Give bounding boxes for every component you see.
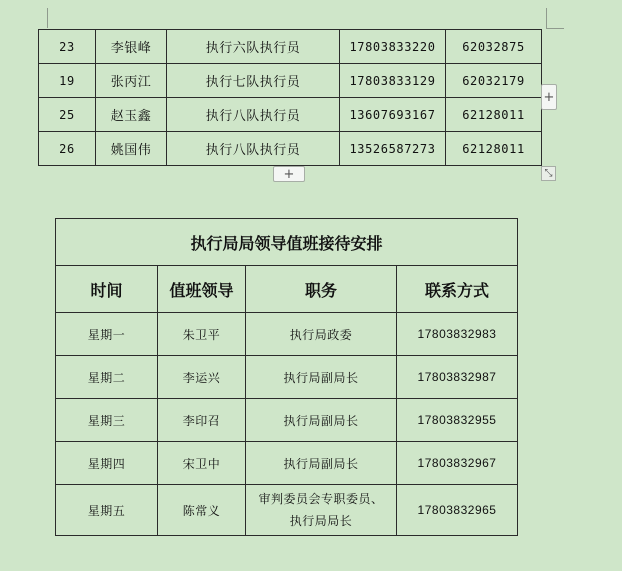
- contact-cell[interactable]: 17803832967: [397, 442, 518, 485]
- header-duty-leader[interactable]: 值班领导: [158, 266, 246, 313]
- leader-cell[interactable]: 朱卫平: [158, 313, 246, 356]
- staff-office-phone-cell[interactable]: 62032179: [446, 64, 542, 98]
- table-row: [56, 313, 518, 356]
- add-column-button[interactable]: [541, 84, 557, 110]
- staff-mobile-cell[interactable]: 17803833220: [340, 30, 446, 64]
- position-cell[interactable]: [246, 485, 397, 536]
- staff-no-cell[interactable]: 23: [39, 30, 96, 64]
- table-row: [39, 30, 542, 64]
- leader-cell[interactable]: 陈常义: [158, 485, 246, 536]
- staff-name-cell[interactable]: 赵玉鑫: [96, 98, 167, 132]
- position-cell[interactable]: 执行局政委: [246, 313, 397, 356]
- header-position[interactable]: 职务: [246, 266, 397, 313]
- page-margin-marker: [546, 28, 564, 29]
- staff-mobile-cell[interactable]: 13607693167: [340, 98, 446, 132]
- staff-no-cell[interactable]: 19: [39, 64, 96, 98]
- table-header-row: [56, 266, 518, 313]
- page-margin-marker: [47, 8, 48, 28]
- staff-mobile-cell[interactable]: 17803833129: [340, 64, 446, 98]
- table-row: [56, 399, 518, 442]
- staff-no-cell[interactable]: 26: [39, 132, 96, 166]
- table-row: [39, 64, 542, 98]
- table-row: [39, 98, 542, 132]
- leader-cell[interactable]: 宋卫中: [158, 442, 246, 485]
- page-margin-marker: [546, 8, 547, 28]
- position-line: 执行局局长: [289, 514, 353, 528]
- staff-name-cell[interactable]: 姚国伟: [96, 132, 167, 166]
- day-cell[interactable]: 星期四: [56, 442, 158, 485]
- day-cell[interactable]: 星期五: [56, 485, 158, 536]
- staff-office-phone-cell[interactable]: 62032875: [446, 30, 542, 64]
- staff-position-cell[interactable]: 执行八队执行员: [167, 132, 340, 166]
- contact-cell[interactable]: 17803832965: [397, 485, 518, 536]
- contact-cell[interactable]: 17803832987: [397, 356, 518, 399]
- plus-icon: +: [283, 166, 295, 182]
- day-cell[interactable]: 星期二: [56, 356, 158, 399]
- day-cell[interactable]: 星期三: [56, 399, 158, 442]
- header-contact[interactable]: 联系方式: [397, 266, 518, 313]
- position-cell[interactable]: 执行局副局长: [246, 356, 397, 399]
- add-row-button[interactable]: [273, 166, 305, 182]
- position-cell[interactable]: 执行局副局长: [246, 442, 397, 485]
- day-cell[interactable]: 星期一: [56, 313, 158, 356]
- table-row: [56, 442, 518, 485]
- staff-contact-table[interactable]: [38, 29, 542, 166]
- position-line: 审判委员会专职委员、: [258, 492, 384, 506]
- staff-no-cell[interactable]: 25: [39, 98, 96, 132]
- staff-mobile-cell[interactable]: 13526587273: [340, 132, 446, 166]
- leader-cell[interactable]: 李运兴: [158, 356, 246, 399]
- plus-icon: +: [543, 89, 555, 105]
- staff-name-cell[interactable]: 李银峰: [96, 30, 167, 64]
- duty-table-title[interactable]: 执行局局领导值班接待安排: [56, 219, 518, 266]
- staff-position-cell[interactable]: 执行六队执行员: [167, 30, 340, 64]
- position-cell[interactable]: 执行局副局长: [246, 399, 397, 442]
- resize-arrow-icon: ⤡: [544, 168, 553, 179]
- contact-cell[interactable]: 17803832983: [397, 313, 518, 356]
- table-row: [56, 356, 518, 399]
- contact-cell[interactable]: 17803832955: [397, 399, 518, 442]
- table-row: [56, 485, 518, 536]
- leader-cell[interactable]: 李印召: [158, 399, 246, 442]
- table-resize-handle[interactable]: [541, 166, 556, 181]
- staff-position-cell[interactable]: 执行八队执行员: [167, 98, 340, 132]
- staff-office-phone-cell[interactable]: 62128011: [446, 98, 542, 132]
- table-title-row: [56, 219, 518, 266]
- header-time[interactable]: 时间: [56, 266, 158, 313]
- staff-name-cell[interactable]: 张丙江: [96, 64, 167, 98]
- leader-duty-table[interactable]: [55, 218, 518, 536]
- staff-office-phone-cell[interactable]: 62128011: [446, 132, 542, 166]
- table-row: [39, 132, 542, 166]
- staff-position-cell[interactable]: 执行七队执行员: [167, 64, 340, 98]
